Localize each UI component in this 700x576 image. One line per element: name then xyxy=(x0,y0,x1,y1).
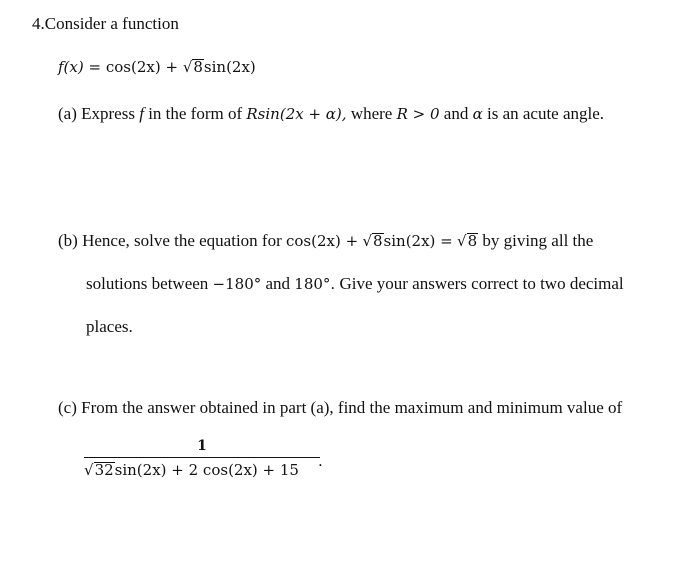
fraction-denominator xyxy=(84,461,320,479)
part-b-range-high: 180°. xyxy=(294,275,336,293)
part-b-line-1 xyxy=(58,231,593,251)
radicand: 8 xyxy=(373,232,383,250)
part-a-condition: R > 0 xyxy=(396,105,440,123)
part-b-eq-mid: sin(2x) = xyxy=(383,232,453,250)
part-b-line2-c: Give your answers correct to two decimal xyxy=(339,274,624,293)
part-a-alpha: α xyxy=(472,105,483,123)
part-b-line2-a: solutions between xyxy=(86,274,209,293)
part-a-where: where xyxy=(350,104,393,123)
part-a xyxy=(58,104,604,124)
sqrt-symbol: √ xyxy=(362,232,372,250)
radicand: 8 xyxy=(193,58,203,76)
fraction-bar xyxy=(84,457,320,458)
part-b-eq-lhs: cos(2x) + xyxy=(286,232,359,250)
sqrt-8 xyxy=(183,58,204,76)
sqrt-symbol: √ xyxy=(84,461,94,480)
fraction xyxy=(84,438,320,479)
part-a-end: is an acute angle. xyxy=(486,104,605,123)
sqrt-8-b2 xyxy=(457,232,478,250)
question-heading: 4.Consider a function xyxy=(32,14,179,33)
radicand: 8 xyxy=(467,232,478,250)
sqrt-32 xyxy=(84,461,115,479)
function-term1: cos(2x) + xyxy=(105,58,179,76)
part-b-label: (b) Hence, solve the equation for xyxy=(58,231,282,250)
fraction-numerator: 1 xyxy=(197,438,207,454)
denominator-rest: sin(2x) + 2 cos(2x) + 15 xyxy=(114,461,299,480)
fraction-trailing-dot: . xyxy=(318,452,323,470)
part-a-label: (a) Express xyxy=(58,104,135,123)
sqrt-symbol: √ xyxy=(182,58,193,76)
part-b-line2-b: and xyxy=(265,274,291,293)
function-term2: sin(2x) xyxy=(203,58,256,76)
part-b-range-low: −180° xyxy=(212,275,262,293)
part-b-line-2 xyxy=(86,274,624,294)
part-a-form: Rsin(2x + α), xyxy=(246,105,347,123)
function-lhs: f(x) = xyxy=(58,58,102,76)
sqrt-8-b1 xyxy=(362,232,383,250)
part-c-text: (c) From the answer obtained in part (a), find the maximum and minimum value of xyxy=(58,398,623,417)
part-a-mid: in the form of xyxy=(148,104,243,123)
part-a-f: f xyxy=(139,104,144,123)
part-a-and: and xyxy=(443,104,469,123)
part-b-line-3: places. xyxy=(86,317,133,336)
function-definition xyxy=(58,58,256,76)
part-b-tail: by giving all the xyxy=(482,231,594,250)
radicand: 32 xyxy=(94,461,114,480)
sqrt-symbol: √ xyxy=(457,232,467,250)
